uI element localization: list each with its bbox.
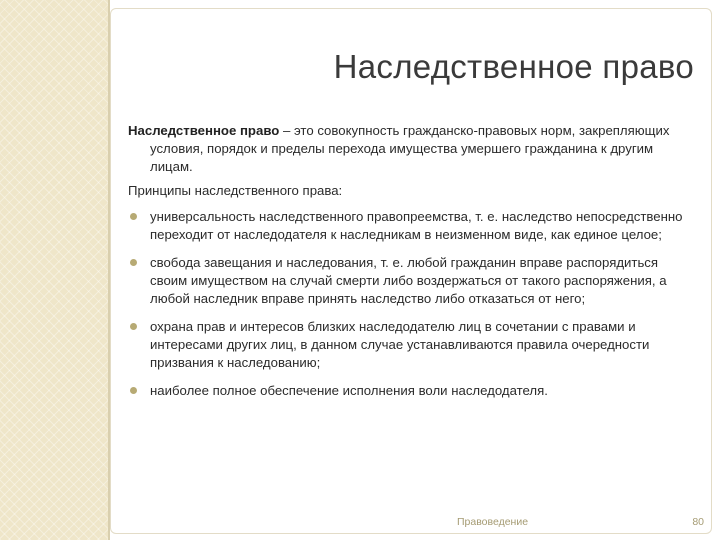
- bullet-icon: [130, 387, 137, 394]
- slide-content: [128, 122, 696, 410]
- slide-title: Наследственное право: [333, 48, 694, 85]
- bullet-icon: [130, 259, 137, 266]
- list-item: [128, 382, 696, 400]
- list-item: [128, 254, 696, 308]
- principle-text: универсальность наследственного правопреемства, т. е. наследство непосредственно переходит от наследодателя к наследникам в неизменном виде, как единое целое;: [150, 209, 683, 242]
- list-item: [128, 318, 696, 372]
- principles-heading: Принципы наследственного права:: [128, 183, 343, 198]
- bullet-icon: [130, 323, 137, 330]
- principle-text: наиболее полное обеспечение исполнения воли наследодателя.: [150, 383, 548, 398]
- decorative-sidebar: [0, 0, 108, 540]
- principle-text: охрана прав и интересов близких наследодателю лиц в сочетании с правами и интересами других лиц, в данном случае устанавливаются правила очередности призвания к наследованию;: [150, 319, 650, 370]
- definition-text: – это совокупность гражданско-правовых норм, закрепляющих условия, порядок и пределы перехода имущества умершего гражданина к другим лицам.: [150, 123, 670, 174]
- principles-list: [128, 208, 696, 400]
- principle-text: свобода завещания и наследования, т. е. любой гражданин вправе распорядиться своим имуществом на случай смерти либо воздержаться от такого распоряжения, а любой наследник вправе принять наследство либо отказаться от него;: [150, 255, 667, 306]
- definition-term: Наследственное право: [128, 123, 280, 138]
- list-item: [128, 208, 696, 244]
- footer-label: Правоведение: [457, 516, 529, 528]
- definition-paragraph: [128, 122, 696, 176]
- bullet-icon: [130, 213, 137, 220]
- page-number: 80: [692, 516, 704, 528]
